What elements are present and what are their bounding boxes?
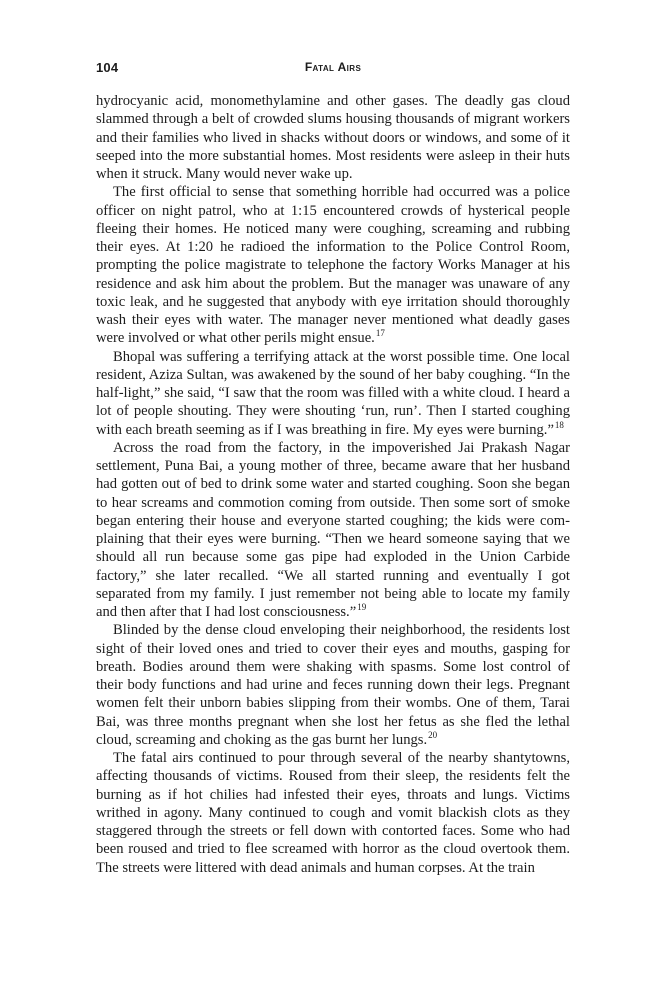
footnote-marker: 19 — [357, 602, 367, 613]
running-head: Fatal Airs — [304, 60, 362, 74]
paragraph-text: Bhopal was suffering a terrifying attack at the worst possible time. One local resident, Aziza Sultan, was awakened by the sound of her baby coughing. “In the half-light,” she said, “I saw that the room was filled with a white cloud. I heard a lot of people shouting. They were shouting ‘run, run’. Then I started coughing with each breath seeming as if I was breathing in fire. My eyes were burning.” — [96, 348, 570, 438]
paragraph — [96, 183, 570, 347]
paragraph — [96, 348, 570, 439]
page-header — [96, 58, 570, 80]
footnote-marker: 17 — [375, 328, 385, 339]
paragraph-text: The fatal airs continued to pour through several of the nearby shantytowns, affecting thousands of victims. Roused from their sleep, the residents felt the burning as if hot chilies had infested their eyes, throats and lungs. Victims writhed in agony. Many continued to cough and vomit blackish clots as they staggered through the streets or fell down with contorted faces. Some who had been roused and tried to flee screamed with horror as the cloud overtook them. The streets were littered with dead animals and human corpses. At the train — [96, 750, 570, 876]
footnote-marker: 18 — [554, 419, 564, 430]
paragraph — [96, 439, 570, 622]
paragraph — [96, 92, 570, 183]
paragraph-text: hydrocyanic acid, monomethylamine and other gases. The deadly gas cloud slammed through a belt of crowded slums housing thousands of migrant workers and their families who lived in shacks without doors or windows, and some of it seeped into the more substantial homes. Most residents were asleep in their huts when it struck. Many would never wake up. — [96, 93, 570, 182]
paragraph — [96, 621, 570, 749]
paragraph — [96, 749, 570, 877]
body-text — [96, 92, 570, 877]
page-number: 104 — [96, 60, 119, 75]
paragraph-text: Blinded by the dense cloud enveloping their neighborhood, the residents lost sight of their loved ones and tried to cover their eyes and mouths, gasping for breath. Bodies around them were shaking with spasms. Some lost control of their body functions and had urine and feces running down their legs. Pregnant women felt their unborn babies slipping from their wombs. One of them, Tarai Bai, was three months pregnant when she lost her fetus as she fled the lethal cloud, screaming and choking as the gas burnt her lungs. — [96, 622, 570, 748]
paragraph-text: The first official to sense that something horrible had occurred was a police officer on night patrol, who at 1:15 encountered crowds of hysterical people fleeing their homes. He noticed many were coughing, screaming and rubbing their eyes. At 1:20 he radioed the information to the Police Control Room, prompting the police magistrate to telephone the factory Works Manager at his residence and ask him about the problem. But the manager was unaware of any toxic leak, and he suggested that anybody with eye irritation should thoroughly wash their eyes with water. The manager never mentioned what deadly gases were involved or what other perils might ensue. — [96, 184, 570, 347]
paragraph-text: Across the road from the factory, in the impoverished Jai Prakash Nagar settlement, Puna Bai, a young mother of three, became aware that her husband had gotten out of bed to drink some water and started coughing. Soon she began to hear screams and commotion coming from outside. Then some sort of smoke began entering their house and everyone started coughing; the kids were complaining that their eyes were burning. “Then we heard someone saying that we should all run because some gas pipe had exploded in the Union Carbide factory,” she later recalled. “We all started running and eventually I got separated from my family. I just remember not being able to locate my family and then after that I had lost consciousness.” — [96, 439, 570, 620]
footnote-marker: 20 — [428, 729, 438, 740]
book-page — [96, 58, 570, 877]
